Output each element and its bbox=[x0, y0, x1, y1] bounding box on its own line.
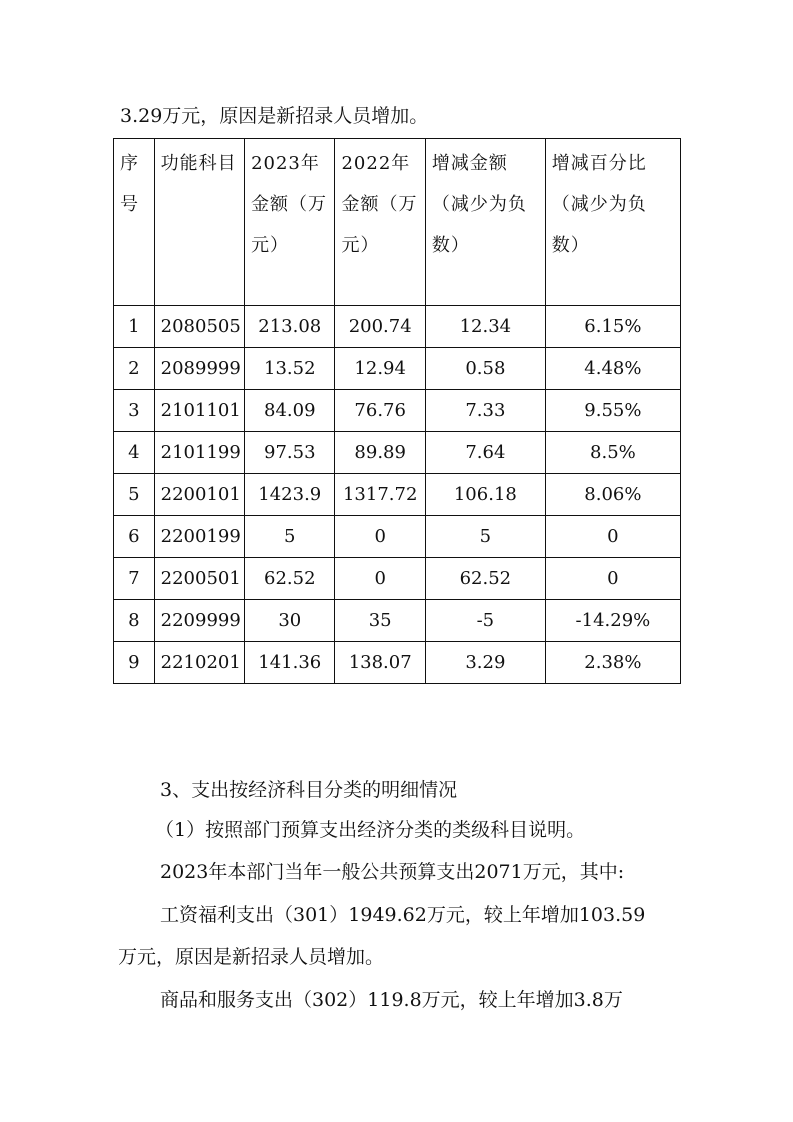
table-row bbox=[114, 474, 681, 516]
cell-amount-2022: 76.76 bbox=[335, 390, 425, 432]
cell-diff: 7.64 bbox=[425, 432, 545, 474]
cell-pct: 9.55% bbox=[545, 390, 680, 432]
cell-amount-2022: 138.07 bbox=[335, 642, 425, 684]
cell-seq: 2 bbox=[114, 348, 155, 390]
table-row bbox=[114, 390, 681, 432]
section-title: 3、支出按经济科目分类的明细情况 bbox=[160, 779, 458, 801]
header-diff: 增减金额（减少为负数） bbox=[425, 139, 545, 306]
cell-diff: 106.18 bbox=[425, 474, 545, 516]
cell-diff: 7.33 bbox=[425, 390, 545, 432]
cell-amount-2022: 1317.72 bbox=[335, 474, 425, 516]
cell-code: 2200501 bbox=[154, 558, 244, 600]
cell-code: 2200199 bbox=[154, 516, 244, 558]
function-subject-table bbox=[113, 138, 681, 684]
cell-pct: 4.48% bbox=[545, 348, 680, 390]
cell-amount-2023: 30 bbox=[245, 600, 335, 642]
cell-diff: 62.52 bbox=[425, 558, 545, 600]
cell-code: 2080505 bbox=[154, 306, 244, 348]
cell-pct: 0 bbox=[545, 558, 680, 600]
header-code: 功能科目 bbox=[154, 139, 244, 306]
cell-code: 2200101 bbox=[154, 474, 244, 516]
cell-amount-2022: 0 bbox=[335, 558, 425, 600]
header-amount-2022: 2022年金额（万元） bbox=[335, 139, 425, 306]
section-subtitle: （1）按照部门预算支出经济分类的类级科目说明。 bbox=[155, 819, 586, 841]
cell-code: 2209999 bbox=[154, 600, 244, 642]
table-row bbox=[114, 432, 681, 474]
cell-seq: 7 bbox=[114, 558, 155, 600]
header-amount-2023: 2023年金额（万元） bbox=[245, 139, 335, 306]
cell-pct: 8.5% bbox=[545, 432, 680, 474]
cell-diff: 12.34 bbox=[425, 306, 545, 348]
table-row bbox=[114, 642, 681, 684]
cell-seq: 1 bbox=[114, 306, 155, 348]
cell-pct: 6.15% bbox=[545, 306, 680, 348]
cell-code: 2089999 bbox=[154, 348, 244, 390]
header-pct: 增减百分比（减少为负数） bbox=[545, 139, 680, 306]
cell-amount-2023: 5 bbox=[245, 516, 335, 558]
paragraph-total-expenditure: 2023年本部门当年一般公共预算支出2071万元，其中: bbox=[160, 861, 625, 883]
cell-amount-2023: 13.52 bbox=[245, 348, 335, 390]
cell-amount-2023: 97.53 bbox=[245, 432, 335, 474]
table-row bbox=[114, 600, 681, 642]
cell-amount-2022: 12.94 bbox=[335, 348, 425, 390]
cell-amount-2022: 200.74 bbox=[335, 306, 425, 348]
cell-seq: 8 bbox=[114, 600, 155, 642]
cell-pct: 8.06% bbox=[545, 474, 680, 516]
paragraph-goods-services: 商品和服务支出（302）119.8万元，较上年增加3.8万 bbox=[160, 989, 623, 1011]
cell-amount-2022: 89.89 bbox=[335, 432, 425, 474]
cell-amount-2022: 0 bbox=[335, 516, 425, 558]
table-row bbox=[114, 558, 681, 600]
header-seq: 序号 bbox=[114, 139, 155, 306]
table-header-row bbox=[114, 139, 681, 306]
cell-seq: 5 bbox=[114, 474, 155, 516]
cell-amount-2023: 84.09 bbox=[245, 390, 335, 432]
intro-line: 3.29万元，原因是新招录人员增加。 bbox=[120, 105, 429, 127]
cell-pct: -14.29% bbox=[545, 600, 680, 642]
table-row bbox=[114, 516, 681, 558]
paragraph-salary-line-1: 工资福利支出（301）1949.62万元，较上年增加103.59 bbox=[160, 904, 646, 926]
cell-code: 2101101 bbox=[154, 390, 244, 432]
cell-amount-2023: 62.52 bbox=[245, 558, 335, 600]
cell-pct: 0 bbox=[545, 516, 680, 558]
paragraph-salary-line-2: 万元，原因是新招录人员增加。 bbox=[118, 946, 385, 968]
cell-amount-2022: 35 bbox=[335, 600, 425, 642]
cell-diff: 5 bbox=[425, 516, 545, 558]
cell-seq: 9 bbox=[114, 642, 155, 684]
cell-code: 2210201 bbox=[154, 642, 244, 684]
cell-amount-2023: 1423.9 bbox=[245, 474, 335, 516]
cell-pct: 2.38% bbox=[545, 642, 680, 684]
cell-diff: 3.29 bbox=[425, 642, 545, 684]
cell-amount-2023: 213.08 bbox=[245, 306, 335, 348]
cell-seq: 6 bbox=[114, 516, 155, 558]
cell-code: 2101199 bbox=[154, 432, 244, 474]
cell-diff: 0.58 bbox=[425, 348, 545, 390]
table-row bbox=[114, 306, 681, 348]
cell-diff: -5 bbox=[425, 600, 545, 642]
cell-seq: 4 bbox=[114, 432, 155, 474]
cell-amount-2023: 141.36 bbox=[245, 642, 335, 684]
table-row bbox=[114, 348, 681, 390]
cell-seq: 3 bbox=[114, 390, 155, 432]
